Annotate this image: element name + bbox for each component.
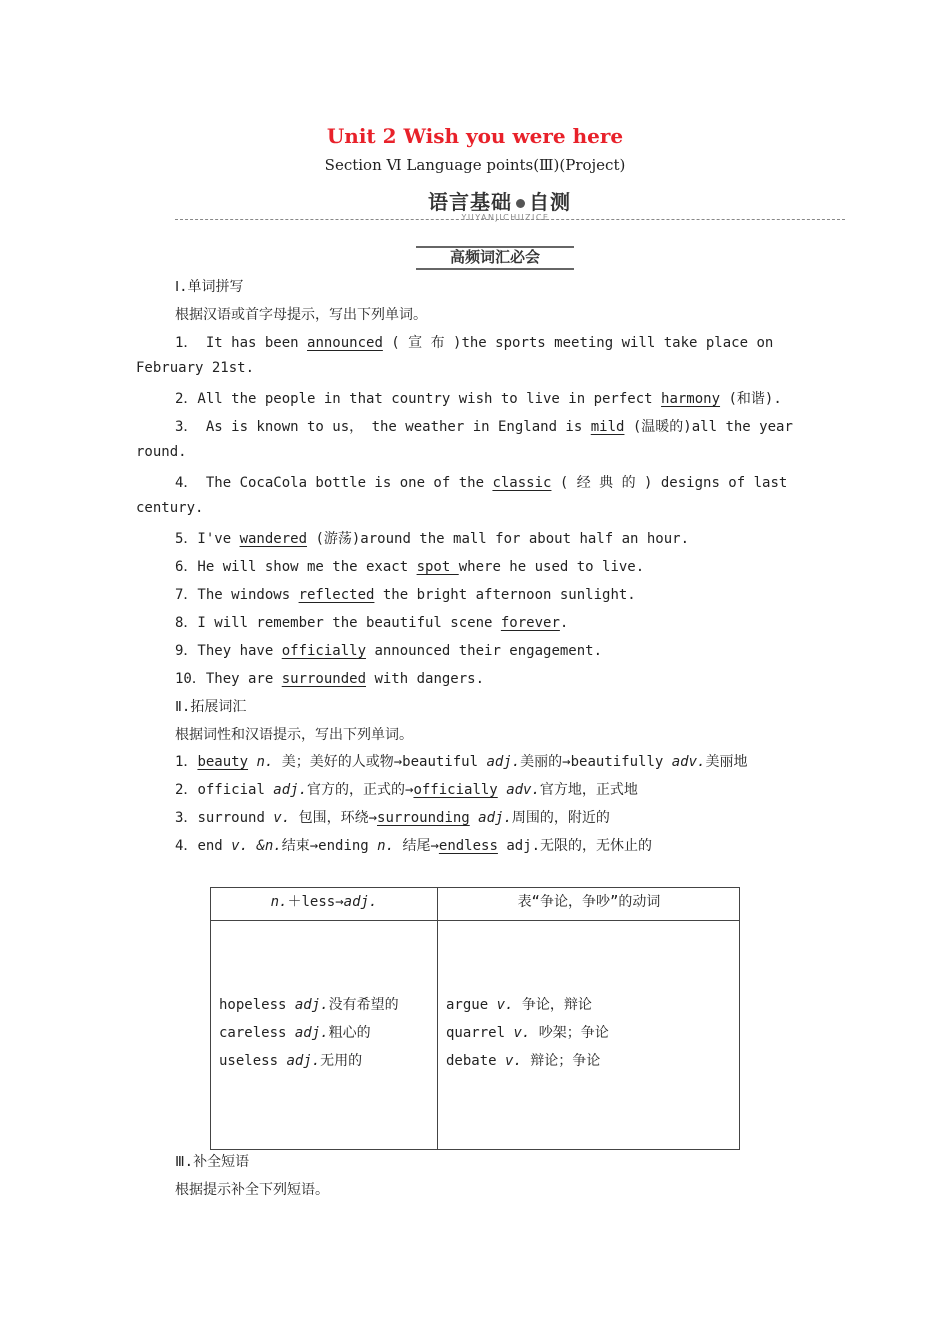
table-row: careless adj.粗心的 [219, 1025, 371, 1041]
answer: endless [438, 838, 498, 854]
list-item: 10．They are surrounded with dangers. [175, 671, 485, 687]
list-item: 3． As is known to us， the weather in England is mild (温暖的)all the year [175, 419, 793, 435]
list-item: 6．He will show me the exact spot where he used to live. [175, 559, 645, 575]
arrow-dot-icon [516, 199, 525, 208]
answer: reflected [298, 587, 375, 603]
list-item: 5．I've wandered (游荡)around the mall for about half an hour. [175, 531, 690, 547]
answer: classic [492, 475, 552, 491]
part2-instruction: 根据词性和汉语提示，写出下列单词。 [175, 727, 413, 743]
list-item: 2．official adj.官方的，正式的→officially adv.官方地，正式地 [175, 782, 638, 798]
answer: surrounded [281, 671, 367, 687]
answer: wandered [239, 531, 308, 547]
table-row: debate v. 辩论；争论 [446, 1053, 601, 1069]
list-item-continued: century. [136, 500, 204, 516]
list-item: 4．end v. &n.结束→ending n. 结尾→endless adj.无限的，无休止的 [175, 838, 653, 854]
table-column-divider [437, 888, 438, 1149]
answer: forever [500, 615, 560, 631]
answer: surrounding [377, 810, 470, 826]
table-row: useless adj.无用的 [219, 1053, 363, 1069]
subsection-banner: 高频词汇必会 [416, 246, 574, 270]
part2-heading: Ⅱ.拓展词汇 [175, 699, 247, 715]
list-item: 8．I will remember the beautiful scene forever. [175, 615, 569, 631]
table-header-divider [211, 920, 739, 921]
list-item: 9．They have officially announced their engagement. [175, 643, 603, 659]
dashed-divider [175, 219, 845, 220]
banner-right-text: 自测 [529, 190, 571, 214]
list-item: 3．surround v. 包围，环绕→surrounding adj.周围的，附近的 [175, 810, 610, 826]
list-item-continued: round. [136, 444, 187, 460]
table-row: quarrel v. 吵架；争论 [446, 1025, 609, 1041]
part1-instruction: 根据汉语或首字母提示，写出下列单词。 [175, 307, 427, 323]
answer: officially [281, 643, 367, 659]
answer: harmony [661, 391, 721, 407]
answer: spot [416, 559, 459, 575]
answer: mild [590, 419, 625, 435]
list-item: 1． It has been announced ( 宣 布 )the sports meeting will take place on [175, 335, 774, 351]
table-row: argue v. 争论，辩论 [446, 997, 592, 1013]
table-row: hopeless adj.没有希望的 [219, 997, 399, 1013]
banner-pinyin: YUYANJICHUZICE [461, 213, 550, 222]
list-item: 4． The CocaCola bottle is one of the classic ( 经 典 的 ) designs of last [175, 475, 788, 491]
section-subtitle: Section Ⅵ Language points(Ⅲ)(Project) [324, 156, 626, 174]
answer: announced [307, 335, 383, 351]
part1-heading: Ⅰ.单词拼写 [175, 279, 244, 295]
part3-instruction: 根据提示补全下列短语。 [175, 1182, 329, 1198]
list-item: 1．beauty n. 美；美好的人或物→beautiful adj.美丽的→beautifully adv.美丽地 [175, 754, 748, 770]
banner-left-text: 语言基础 [428, 190, 512, 214]
answer: officially [413, 782, 498, 798]
table-header-right: 表“争论，争吵”的动词 [517, 894, 661, 910]
section-banner [428, 186, 571, 215]
part3-heading: Ⅲ.补全短语 [175, 1154, 250, 1170]
answer: beauty [197, 754, 249, 770]
list-item: 7．The windows reflected the bright afternoon sunlight. [175, 587, 636, 603]
vocab-table [210, 887, 740, 1150]
list-item-continued: February 21st. [136, 360, 255, 376]
page-title: Unit 2 Wish you were here [326, 124, 624, 148]
list-item: 2．All the people in that country wish to live in perfect harmony (和谐). [175, 391, 782, 407]
table-header-left: n.＋less→adj. [270, 894, 378, 910]
